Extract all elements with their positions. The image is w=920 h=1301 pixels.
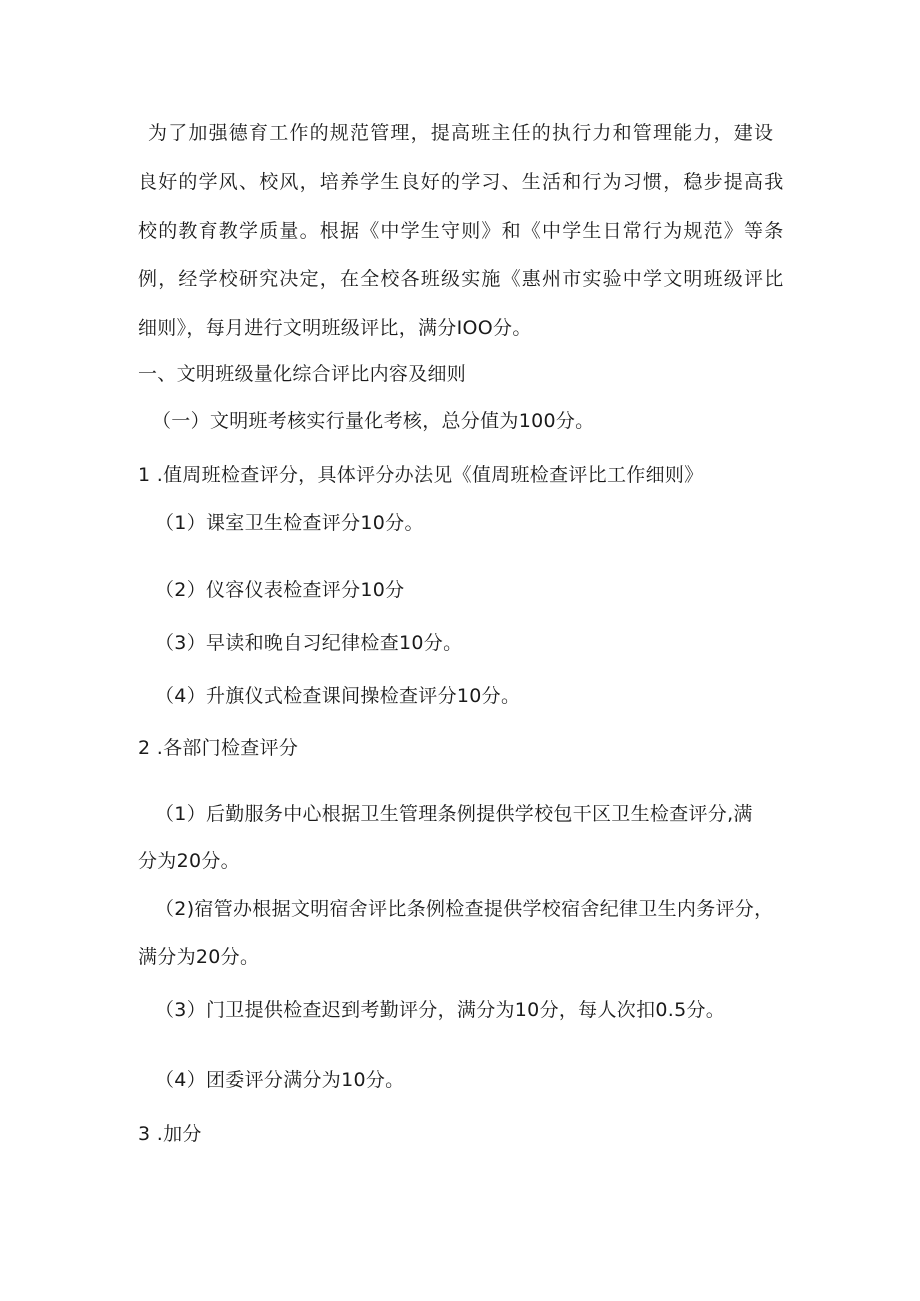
item-1-point-1: （1）课室卫生检查评分10分。 [155,512,424,534]
subsection-heading: （一）文明班考核实行量化考核，总分值为100分。 [152,410,595,432]
intro-line-3: 校的教育教学质量。根据《中学生守则》和《中学生日常行为规范》等条 [138,220,785,242]
item-2-point-1-line-2: 分为20分。 [138,850,240,872]
intro-line-1: 为了加强德育工作的规范管理，提高班主任的执行力和管理能力，建设 [148,122,775,144]
item-2-heading: 2 .各部门检查评分 [138,737,299,759]
item-1-point-2: （2）仪容仪表检查评分10分 [155,579,405,601]
item-2-point-4: （4）团委评分满分为10分。 [155,1069,405,1091]
item-1-heading: 1 .值周班检查评分，具体评分办法见《值周班检查评比工作细则》 [138,464,704,486]
item-3-heading: 3 .加分 [138,1123,202,1145]
item-1-point-3: （3）早读和晚自习纪律检查10分。 [155,632,463,654]
intro-line-4: 例，经学校研究决定，在全校各班级实施《惠州市实验中学文明班级评比 [138,268,785,290]
intro-line-5: 细则》，每月进行文明班级评比，满分IOO分。 [138,317,532,339]
item-2-point-2-line-1: （2)宿管办根据文明宿舍评比条例检查提供学校宿舍纪律卫生内务评分， [155,898,774,920]
section-heading: 一、文明班级量化综合评比内容及细则 [138,363,467,385]
item-2-point-1-line-1: （1）后勤服务中心根据卫生管理条例提供学校包干区卫生检查评分,满 [155,803,753,825]
intro-line-2: 良好的学风、校风，培养学生良好的学习、生活和行为习惯，稳步提高我 [138,171,785,193]
item-1-point-4: （4）升旗仪式检查课间操检查评分10分。 [155,685,521,707]
item-2-point-3: （3）门卫提供检查迟到考勤评分，满分为10分，每人次扣0.5分。 [155,999,726,1021]
item-2-point-2-line-2: 满分为20分。 [138,946,260,968]
